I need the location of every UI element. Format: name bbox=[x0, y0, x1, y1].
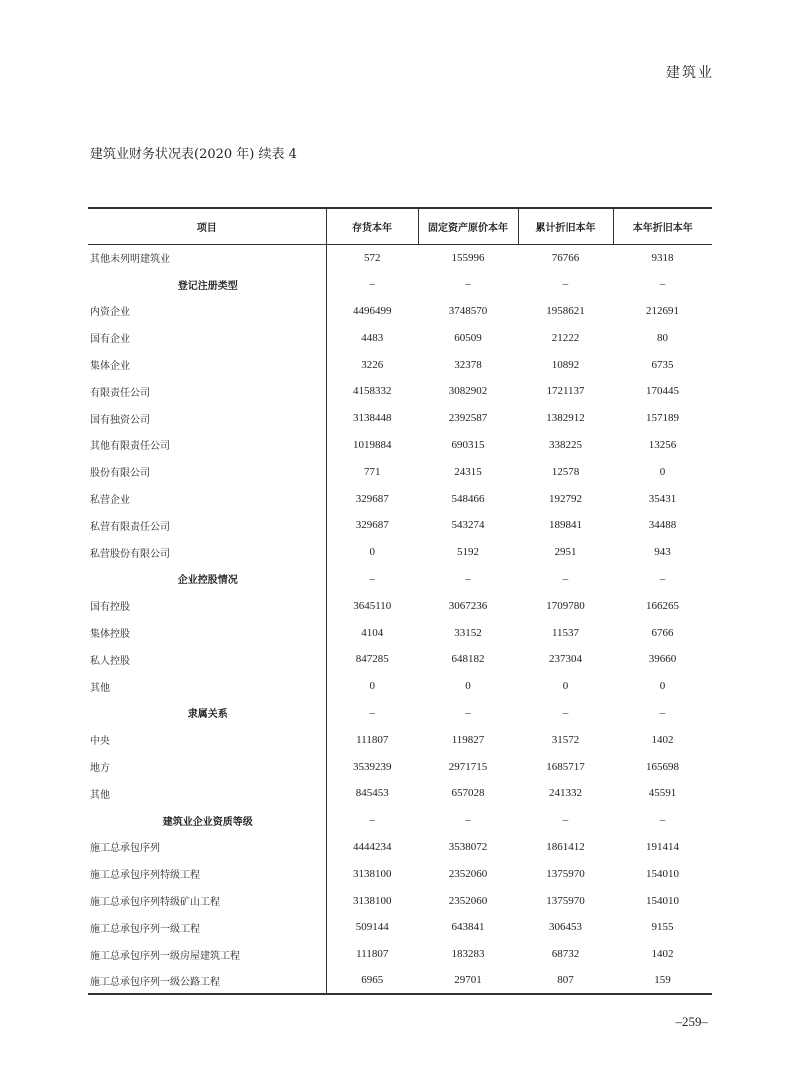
cell-value: 24315 bbox=[454, 465, 482, 478]
cell-value: 5192 bbox=[457, 546, 479, 559]
table-row bbox=[88, 968, 712, 995]
cell-value: – bbox=[465, 706, 471, 719]
cell-value: – bbox=[659, 278, 666, 291]
table-row bbox=[88, 646, 712, 673]
cell-value: 192792 bbox=[549, 492, 582, 505]
row-label: 中央 bbox=[88, 726, 326, 753]
cell-value: 1958621 bbox=[546, 304, 585, 317]
cell-value: 154010 bbox=[646, 867, 679, 880]
row-label: 其他有限责任公司 bbox=[88, 432, 326, 459]
cell-value: 3138100 bbox=[353, 867, 392, 880]
cell-value: 29701 bbox=[418, 968, 518, 995]
table-row bbox=[88, 914, 712, 941]
cell-value: 0 bbox=[369, 546, 375, 559]
cell-value: 1382912 bbox=[546, 412, 585, 425]
cell-value: 1019884 bbox=[353, 438, 392, 451]
row-label: 地方 bbox=[88, 753, 326, 780]
cell-value: 329687 bbox=[355, 519, 389, 532]
page-number: –259– bbox=[675, 1014, 708, 1029]
cell-value: 0 bbox=[369, 680, 375, 693]
table-title: 建筑业财务状况表(2020 年) 续表 4 bbox=[90, 147, 297, 162]
cell-value: – bbox=[562, 706, 569, 719]
cell-value: 165698 bbox=[646, 760, 679, 773]
row-label: 股份有限公司 bbox=[88, 458, 326, 485]
cell-value: 10892 bbox=[551, 358, 580, 371]
cell-value: 237304 bbox=[549, 653, 582, 666]
column-header: 本年折旧本年 bbox=[613, 208, 712, 244]
cell-value: – bbox=[562, 814, 569, 827]
row-label: 其他未列明建筑业 bbox=[88, 244, 326, 271]
cell-value: 1402 bbox=[651, 733, 674, 746]
cell-value: 212691 bbox=[646, 304, 679, 317]
running-head: 建筑业 bbox=[666, 65, 714, 81]
table-row bbox=[88, 860, 712, 887]
cell-value: 1375970 bbox=[546, 867, 585, 880]
cell-value: – bbox=[659, 572, 666, 585]
row-label: 施工总承包序列一级房屋建筑工程 bbox=[88, 941, 326, 968]
cell-value: 1375970 bbox=[546, 894, 585, 907]
cell-value: 2352060 bbox=[448, 894, 488, 907]
cell-value: 11537 bbox=[551, 626, 580, 639]
cell-value: 1685717 bbox=[546, 760, 585, 773]
row-label: 集体控股 bbox=[88, 619, 326, 646]
row-label: 有限责任公司 bbox=[88, 378, 326, 405]
cell-value: – bbox=[369, 278, 375, 291]
section-row bbox=[88, 271, 712, 298]
cell-value: 155996 bbox=[451, 251, 485, 264]
column-header: 固定资产原价本年 bbox=[418, 208, 518, 244]
cell-value: 9155 bbox=[651, 921, 674, 934]
row-label: 施工总承包序列特级矿山工程 bbox=[88, 887, 326, 914]
cell-value: 690315 bbox=[451, 438, 485, 451]
table-row bbox=[88, 244, 712, 271]
cell-value: – bbox=[369, 706, 375, 719]
cell-value: 807 bbox=[518, 968, 613, 995]
cell-value: 0 bbox=[465, 680, 471, 693]
cell-value: 76766 bbox=[551, 251, 580, 264]
table-row bbox=[88, 324, 712, 351]
cell-value: 543274 bbox=[451, 519, 485, 532]
cell-value: 3067236 bbox=[448, 599, 488, 612]
cell-value: 241332 bbox=[549, 787, 582, 800]
section-row bbox=[88, 566, 712, 593]
cell-value: 157189 bbox=[646, 412, 679, 425]
table-row bbox=[88, 458, 712, 485]
cell-value: 170445 bbox=[646, 385, 679, 398]
row-label: 其他 bbox=[88, 780, 326, 807]
cell-value: 845453 bbox=[355, 787, 389, 800]
table-row bbox=[88, 378, 712, 405]
table-header-row bbox=[88, 208, 712, 244]
row-label: 国有控股 bbox=[88, 592, 326, 619]
row-label: 其他 bbox=[88, 673, 326, 700]
cell-value: 3539239 bbox=[353, 760, 392, 773]
cell-value: 6735 bbox=[651, 358, 674, 371]
cell-value: 6965 bbox=[326, 968, 418, 995]
row-label: 企业控股情况 bbox=[88, 566, 326, 593]
table-row bbox=[88, 834, 712, 861]
row-label: 私营企业 bbox=[88, 485, 326, 512]
cell-value: 338225 bbox=[549, 438, 582, 451]
cell-value: 1709780 bbox=[546, 599, 585, 612]
cell-value: 21222 bbox=[551, 331, 580, 344]
cell-value: 771 bbox=[364, 465, 381, 478]
column-header: 存货本年 bbox=[326, 208, 418, 244]
cell-value: – bbox=[369, 814, 375, 827]
row-label: 私人控股 bbox=[88, 646, 326, 673]
table-row bbox=[88, 539, 712, 566]
cell-value: 80 bbox=[657, 331, 668, 344]
row-label: 施工总承包序列一级公路工程 bbox=[88, 968, 326, 995]
table-row bbox=[88, 351, 712, 378]
table-row bbox=[88, 405, 712, 432]
cell-value: 1402 bbox=[651, 948, 674, 961]
table-row bbox=[88, 432, 712, 459]
row-label: 国有企业 bbox=[88, 324, 326, 351]
cell-value: 34488 bbox=[648, 519, 677, 532]
table-row bbox=[88, 298, 712, 325]
cell-value: 60509 bbox=[454, 331, 482, 344]
row-label: 建筑业企业资质等级 bbox=[88, 807, 326, 834]
cell-value: 548466 bbox=[451, 492, 485, 505]
table-row bbox=[88, 485, 712, 512]
cell-value: 111807 bbox=[356, 948, 389, 961]
cell-value: 2951 bbox=[554, 546, 577, 559]
cell-value: 183283 bbox=[451, 948, 485, 961]
cell-value: 6766 bbox=[651, 626, 674, 639]
cell-value: 159 bbox=[613, 968, 712, 995]
cell-value: 119827 bbox=[451, 733, 485, 746]
cell-value: 2352060 bbox=[448, 867, 488, 880]
table-row bbox=[88, 941, 712, 968]
row-label: 施工总承包序列一级工程 bbox=[88, 914, 326, 941]
cell-value: 0 bbox=[659, 465, 666, 478]
section-row bbox=[88, 700, 712, 727]
cell-value: 0 bbox=[659, 680, 666, 693]
cell-value: 306453 bbox=[549, 921, 582, 934]
cell-value: 9318 bbox=[651, 251, 674, 264]
cell-value: 32378 bbox=[454, 358, 482, 371]
cell-value: 1861412 bbox=[546, 840, 585, 853]
cell-value: 2392587 bbox=[448, 412, 488, 425]
cell-value: 189841 bbox=[549, 519, 582, 532]
row-label: 登记注册类型 bbox=[88, 271, 326, 298]
cell-value: – bbox=[465, 814, 471, 827]
cell-value: 643841 bbox=[451, 921, 485, 934]
cell-value: 191414 bbox=[646, 840, 679, 853]
cell-value: 3138448 bbox=[353, 412, 392, 425]
cell-value: 45591 bbox=[648, 787, 677, 800]
cell-value: 3082902 bbox=[448, 385, 488, 398]
cell-value: 4158332 bbox=[353, 385, 392, 398]
table-row bbox=[88, 619, 712, 646]
row-label: 国有独资公司 bbox=[88, 405, 326, 432]
cell-value: 943 bbox=[654, 546, 671, 559]
cell-value: 3645110 bbox=[353, 599, 392, 612]
cell-value: 35431 bbox=[648, 492, 677, 505]
cell-value: 657028 bbox=[451, 787, 485, 800]
column-header: 项目 bbox=[88, 208, 326, 244]
section-row bbox=[88, 807, 712, 834]
column-header: 累计折旧本年 bbox=[518, 208, 613, 244]
cell-value: 0 bbox=[562, 680, 569, 693]
cell-value: 12578 bbox=[551, 465, 580, 478]
cell-value: – bbox=[465, 278, 471, 291]
row-label: 集体企业 bbox=[88, 351, 326, 378]
cell-value: 2971715 bbox=[448, 760, 488, 773]
cell-value: 509144 bbox=[355, 921, 389, 934]
table-row bbox=[88, 673, 712, 700]
cell-value: 39660 bbox=[648, 653, 677, 666]
financial-table bbox=[88, 207, 712, 995]
cell-value: 31572 bbox=[551, 733, 580, 746]
cell-value: – bbox=[659, 814, 666, 827]
cell-value: – bbox=[562, 572, 569, 585]
cell-value: 572 bbox=[364, 251, 381, 264]
row-label: 施工总承包序列特级工程 bbox=[88, 860, 326, 887]
row-label: 私营股份有限公司 bbox=[88, 539, 326, 566]
cell-value: – bbox=[562, 278, 569, 291]
row-label: 施工总承包序列 bbox=[88, 834, 326, 861]
cell-value: 4444234 bbox=[353, 840, 392, 853]
cell-value: 166265 bbox=[646, 599, 679, 612]
table-row bbox=[88, 780, 712, 807]
row-label: 私营有限责任公司 bbox=[88, 512, 326, 539]
cell-value: 154010 bbox=[646, 894, 679, 907]
cell-value: 329687 bbox=[355, 492, 389, 505]
cell-value: 3748570 bbox=[448, 304, 488, 317]
table-row bbox=[88, 726, 712, 753]
cell-value: 4483 bbox=[361, 331, 384, 344]
cell-value: 4496499 bbox=[353, 304, 392, 317]
table-row bbox=[88, 512, 712, 539]
cell-value: 3138100 bbox=[353, 894, 392, 907]
cell-value: 3226 bbox=[361, 358, 384, 371]
cell-value: – bbox=[465, 572, 471, 585]
row-label: 内资企业 bbox=[88, 298, 326, 325]
cell-value: – bbox=[659, 706, 666, 719]
cell-value: 1721137 bbox=[546, 385, 585, 398]
cell-value: 68732 bbox=[551, 948, 580, 961]
cell-value: 13256 bbox=[648, 438, 677, 451]
cell-value: 111807 bbox=[356, 733, 389, 746]
table-row bbox=[88, 592, 712, 619]
table-row bbox=[88, 753, 712, 780]
cell-value: 33152 bbox=[454, 626, 482, 639]
cell-value: 648182 bbox=[451, 653, 485, 666]
table-row bbox=[88, 887, 712, 914]
row-label: 隶属关系 bbox=[88, 700, 326, 727]
cell-value: – bbox=[369, 572, 375, 585]
cell-value: 847285 bbox=[355, 653, 389, 666]
cell-value: 4104 bbox=[361, 626, 384, 639]
cell-value: 3538072 bbox=[448, 840, 488, 853]
